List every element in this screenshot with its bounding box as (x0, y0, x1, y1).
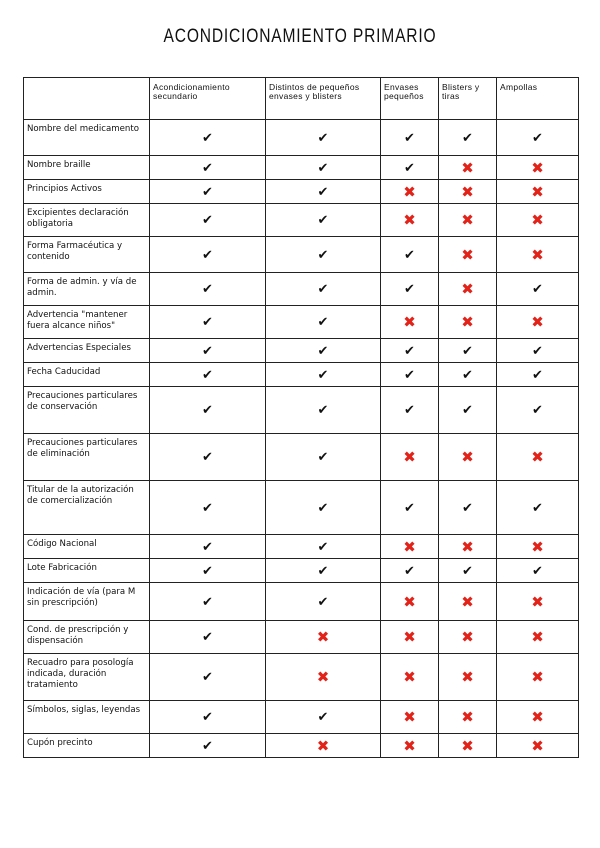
table-row (24, 481, 579, 535)
check-icon: ✔ (202, 315, 213, 330)
mark-cell (497, 339, 579, 363)
cross-icon: ✖ (531, 313, 544, 331)
mark-cell (266, 481, 381, 535)
mark-cell (381, 156, 439, 180)
mark-cell (266, 535, 381, 559)
mark-cell (381, 363, 439, 387)
cross-icon: ✖ (403, 628, 416, 646)
check-icon: ✔ (202, 367, 213, 383)
mark-cell (497, 621, 579, 654)
mark-cell (497, 273, 579, 306)
check-icon: ✔ (532, 563, 543, 579)
mark-cell (439, 363, 497, 387)
mark-cell (497, 583, 579, 621)
mark-cell (497, 180, 579, 204)
check-icon: ✔ (317, 247, 329, 263)
check-icon: ✔ (317, 539, 329, 555)
check-icon: ✔ (202, 630, 213, 645)
cross-icon: ✖ (461, 592, 474, 611)
check-icon: ✔ (202, 282, 213, 297)
table-row (24, 583, 579, 621)
header-secundario: Acondicionamiento secundario (150, 78, 266, 120)
mark-cell (497, 387, 579, 434)
cross-icon: ✖ (461, 668, 474, 686)
check-icon: ✔ (532, 282, 543, 297)
check-icon: ✔ (202, 500, 213, 516)
check-icon: ✔ (317, 130, 329, 146)
cross-icon: ✖ (461, 708, 474, 726)
check-icon: ✔ (462, 130, 473, 146)
mark-cell (497, 654, 579, 701)
table-row (24, 734, 579, 758)
mark-cell (150, 387, 266, 434)
row-label: Forma Farmacéutica y contenido (24, 237, 150, 273)
check-icon: ✔ (404, 247, 415, 263)
mark-cell (266, 434, 381, 481)
check-icon: ✔ (317, 213, 329, 228)
cross-icon: ✖ (531, 708, 544, 726)
mark-cell (381, 180, 439, 204)
mark-cell (381, 387, 439, 434)
cross-icon: ✖ (403, 668, 416, 686)
row-label: Recuadro para posología indicada, duración tratamiento (24, 654, 150, 701)
check-icon: ✔ (462, 500, 473, 516)
mark-cell (497, 156, 579, 180)
mark-cell (497, 559, 579, 583)
cross-icon: ✖ (461, 182, 474, 201)
check-icon: ✔ (317, 710, 329, 725)
check-icon: ✔ (532, 500, 543, 516)
table-row (24, 156, 579, 180)
cross-icon: ✖ (316, 736, 330, 755)
check-icon: ✔ (202, 247, 213, 263)
mark-cell (439, 701, 497, 734)
mark-cell (439, 387, 497, 434)
check-icon: ✔ (202, 670, 213, 685)
table-row (24, 204, 579, 237)
mark-cell (381, 339, 439, 363)
mark-cell (266, 273, 381, 306)
header-envases-pequenos: Envases pequeños (381, 78, 439, 120)
header-cell-empty (24, 78, 150, 120)
mark-cell (150, 273, 266, 306)
cross-icon: ✖ (461, 158, 474, 177)
mark-cell (497, 363, 579, 387)
mark-cell (439, 559, 497, 583)
cross-icon: ✖ (461, 313, 474, 331)
mark-cell (150, 654, 266, 701)
row-label: Precauciones particulares de conservación (24, 387, 150, 434)
table-row (24, 621, 579, 654)
check-icon: ✔ (404, 160, 415, 176)
mark-cell (266, 621, 381, 654)
cross-icon: ✖ (531, 182, 544, 201)
mark-cell (150, 621, 266, 654)
cross-icon: ✖ (461, 245, 474, 264)
mark-cell (266, 654, 381, 701)
mark-cell (266, 306, 381, 339)
mark-cell (150, 701, 266, 734)
cross-icon: ✖ (531, 158, 544, 177)
table-row (24, 363, 579, 387)
mark-cell (439, 583, 497, 621)
row-label: Principios Activos (24, 180, 150, 204)
check-icon: ✔ (532, 343, 543, 359)
mark-cell (150, 180, 266, 204)
mark-cell (381, 434, 439, 481)
check-icon: ✔ (404, 343, 415, 359)
mark-cell (150, 237, 266, 273)
check-icon: ✔ (404, 367, 415, 383)
mark-cell (150, 734, 266, 758)
mark-cell (497, 481, 579, 535)
table-row (24, 387, 579, 434)
check-icon: ✔ (317, 403, 329, 418)
cross-icon: ✖ (316, 628, 330, 646)
cross-icon: ✖ (403, 708, 416, 726)
check-icon: ✔ (317, 563, 329, 579)
page-title: ACONDICIONAMIENTO PRIMARIO (163, 26, 437, 47)
cross-icon: ✖ (403, 736, 416, 755)
row-label: Nombre braille (24, 156, 150, 180)
mark-cell (150, 481, 266, 535)
check-icon: ✔ (202, 450, 213, 465)
check-icon: ✔ (462, 367, 473, 383)
cross-icon: ✖ (461, 628, 474, 646)
check-icon: ✔ (317, 500, 329, 516)
mark-cell (497, 434, 579, 481)
mark-cell (381, 535, 439, 559)
row-label: Código Nacional (24, 535, 150, 559)
cross-icon: ✖ (531, 736, 544, 755)
mark-cell (439, 535, 497, 559)
check-icon: ✔ (462, 343, 473, 359)
row-label: Advertencias Especiales (24, 339, 150, 363)
cross-icon: ✖ (403, 537, 416, 556)
table-row (24, 180, 579, 204)
check-icon: ✔ (202, 710, 213, 725)
mark-cell (266, 701, 381, 734)
check-icon: ✔ (317, 343, 329, 359)
mark-cell (381, 481, 439, 535)
table-row (24, 273, 579, 306)
check-icon: ✔ (202, 403, 213, 418)
table-row (24, 654, 579, 701)
cross-icon: ✖ (403, 448, 416, 466)
mark-cell (266, 559, 381, 583)
check-icon: ✔ (317, 160, 329, 176)
check-icon: ✔ (532, 403, 543, 418)
mark-cell (381, 273, 439, 306)
row-label: Lote Fabricación (24, 559, 150, 583)
mark-cell (497, 120, 579, 156)
mark-cell (381, 559, 439, 583)
mark-cell (381, 734, 439, 758)
cross-icon: ✖ (403, 211, 416, 229)
mark-cell (439, 734, 497, 758)
check-icon: ✔ (317, 282, 329, 297)
mark-cell (266, 237, 381, 273)
mark-cell (497, 204, 579, 237)
header-row (24, 78, 579, 120)
table-row (24, 339, 579, 363)
cross-icon: ✖ (316, 668, 330, 686)
mark-cell (439, 654, 497, 701)
table-row (24, 237, 579, 273)
check-icon: ✔ (317, 367, 329, 383)
mark-cell (439, 204, 497, 237)
check-icon: ✔ (404, 282, 415, 297)
table-row (24, 535, 579, 559)
mark-cell (150, 204, 266, 237)
check-icon: ✔ (532, 367, 543, 383)
mark-cell (497, 535, 579, 559)
mark-cell (439, 434, 497, 481)
table-row (24, 559, 579, 583)
check-icon: ✔ (404, 500, 415, 516)
check-icon: ✔ (317, 450, 329, 465)
cross-icon: ✖ (403, 182, 416, 201)
check-icon: ✔ (202, 160, 213, 176)
mark-cell (150, 120, 266, 156)
mark-cell (439, 621, 497, 654)
mark-cell (439, 180, 497, 204)
check-icon: ✔ (404, 130, 415, 146)
check-icon: ✔ (202, 594, 213, 610)
header-blisters: Blisters y tiras (439, 78, 497, 120)
cross-icon: ✖ (461, 537, 474, 556)
check-icon: ✔ (317, 184, 329, 200)
mark-cell (266, 339, 381, 363)
mark-cell (381, 120, 439, 156)
header-ampollas: Ampollas (497, 78, 579, 120)
check-icon: ✔ (202, 343, 213, 359)
mark-cell (266, 387, 381, 434)
row-label: Símbolos, siglas, leyendas (24, 701, 150, 734)
header-distintos: Distintos de pequeños envases y blisters (266, 78, 381, 120)
mark-cell (150, 363, 266, 387)
cross-icon: ✖ (461, 736, 474, 755)
mark-cell (150, 306, 266, 339)
mark-cell (150, 583, 266, 621)
mark-cell (439, 156, 497, 180)
mark-cell (497, 237, 579, 273)
cross-icon: ✖ (531, 211, 544, 229)
mark-cell (150, 339, 266, 363)
table-row (24, 701, 579, 734)
table-row (24, 120, 579, 156)
mark-cell (497, 701, 579, 734)
mark-cell (266, 734, 381, 758)
cross-icon: ✖ (461, 211, 474, 229)
mark-cell (150, 535, 266, 559)
row-label: Precauciones particulares de eliminación (24, 434, 150, 481)
mark-cell (381, 204, 439, 237)
cross-icon: ✖ (461, 448, 474, 466)
check-icon: ✔ (202, 539, 213, 555)
row-label: Forma de admin. y vía de admin. (24, 273, 150, 306)
check-icon: ✔ (202, 130, 213, 146)
mark-cell (497, 306, 579, 339)
mark-cell (266, 120, 381, 156)
table-row (24, 434, 579, 481)
mark-cell (439, 306, 497, 339)
cross-icon: ✖ (531, 245, 544, 264)
check-icon: ✔ (404, 403, 415, 418)
cross-icon: ✖ (531, 592, 544, 611)
check-icon: ✔ (532, 130, 543, 146)
cross-icon: ✖ (531, 537, 544, 556)
mark-cell (150, 156, 266, 180)
row-label: Excipientes declaración obligatoria (24, 204, 150, 237)
cross-icon: ✖ (531, 628, 544, 646)
mark-cell (381, 654, 439, 701)
row-label: Cupón precinto (24, 734, 150, 758)
cross-icon: ✖ (531, 448, 544, 466)
check-icon: ✔ (202, 184, 213, 200)
mark-cell (266, 156, 381, 180)
mark-cell (266, 583, 381, 621)
mark-cell (150, 434, 266, 481)
mark-cell (439, 481, 497, 535)
row-label: Advertencia "mantener fuera alcance niños" (24, 306, 150, 339)
mark-cell (266, 180, 381, 204)
mark-cell (266, 204, 381, 237)
requirements-table (23, 77, 579, 758)
check-icon: ✔ (202, 213, 213, 228)
row-label: Nombre del medicamento (24, 120, 150, 156)
row-label: Fecha Caducidad (24, 363, 150, 387)
mark-cell (497, 734, 579, 758)
mark-cell (381, 621, 439, 654)
mark-cell (381, 306, 439, 339)
check-icon: ✔ (404, 563, 415, 579)
check-icon: ✔ (202, 563, 213, 579)
check-icon: ✔ (462, 563, 473, 579)
check-icon: ✔ (202, 738, 213, 754)
mark-cell (381, 237, 439, 273)
mark-cell (439, 237, 497, 273)
cross-icon: ✖ (461, 280, 474, 298)
mark-cell (150, 559, 266, 583)
mark-cell (381, 701, 439, 734)
row-label: Cond. de prescripción y dispensación (24, 621, 150, 654)
cross-icon: ✖ (531, 668, 544, 686)
check-icon: ✔ (317, 594, 329, 610)
mark-cell (439, 339, 497, 363)
mark-cell (439, 273, 497, 306)
mark-cell (266, 363, 381, 387)
row-label: Indicación de vía (para M sin prescripción) (24, 583, 150, 621)
mark-cell (381, 583, 439, 621)
row-label: Titular de la autorización de comercialización (24, 481, 150, 535)
check-icon: ✔ (317, 315, 329, 330)
table-row (24, 306, 579, 339)
check-icon: ✔ (462, 403, 473, 418)
cross-icon: ✖ (403, 592, 416, 611)
mark-cell (439, 120, 497, 156)
cross-icon: ✖ (403, 313, 416, 331)
